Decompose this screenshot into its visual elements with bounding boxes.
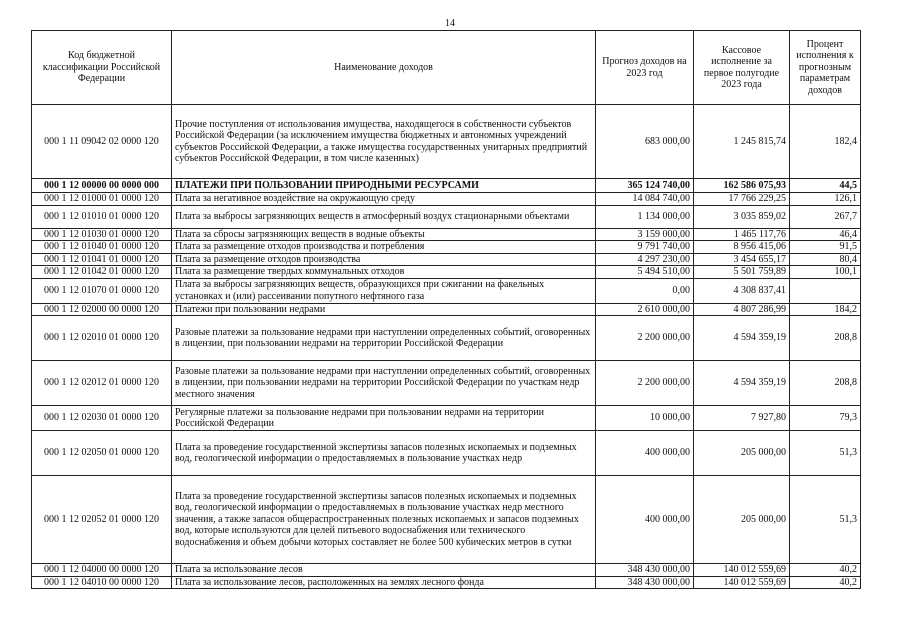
table-body [32, 105, 861, 589]
cell-percent: 40,2 [790, 576, 861, 589]
cell-forecast: 5 494 510,00 [596, 266, 694, 279]
table-row [32, 576, 861, 589]
cell-forecast: 348 430 000,00 [596, 564, 694, 577]
cell-percent: 80,4 [790, 253, 861, 266]
cell-code: 000 1 12 01030 01 0000 120 [32, 228, 172, 241]
cell-code: 000 1 12 01040 01 0000 120 [32, 241, 172, 254]
cell-name: Плата за использование лесов [172, 564, 596, 577]
table-row [32, 105, 861, 179]
table-row [32, 193, 861, 206]
cell-name: Разовые платежи за пользование недрами при наступлении определенных событий, оговоренных в лицензии, при пользовании недрами на территории Российской Федерации по участкам недр местного значения [172, 361, 596, 406]
table-row [32, 431, 861, 476]
cell-forecast: 400 000,00 [596, 431, 694, 476]
cell-code: 000 1 12 01041 01 0000 120 [32, 253, 172, 266]
header-forecast: Прогноз доходов на 2023 год [596, 31, 694, 105]
cell-forecast: 9 791 740,00 [596, 241, 694, 254]
cell-forecast: 4 297 230,00 [596, 253, 694, 266]
table-row [32, 476, 861, 564]
cell-percent: 126,1 [790, 193, 861, 206]
cell-forecast: 2 200 000,00 [596, 361, 694, 406]
cell-percent: 208,8 [790, 316, 861, 361]
cell-forecast: 3 159 000,00 [596, 228, 694, 241]
cell-code: 000 1 12 01000 01 0000 120 [32, 193, 172, 206]
table-header-row [32, 31, 861, 105]
cell-forecast: 365 124 740,00 [596, 179, 694, 193]
table-row [32, 278, 861, 303]
cell-execution: 4 308 837,41 [694, 278, 790, 303]
cell-code: 000 1 12 04010 00 0000 120 [32, 576, 172, 589]
cell-execution: 5 501 759,89 [694, 266, 790, 279]
cell-execution: 1 245 815,74 [694, 105, 790, 179]
cell-name: Плата за выбросы загрязняющих веществ в атмосферный воздух стационарными объектами [172, 205, 596, 228]
cell-forecast: 0,00 [596, 278, 694, 303]
cell-execution: 4 594 359,19 [694, 361, 790, 406]
cell-forecast: 10 000,00 [596, 406, 694, 431]
cell-execution: 17 766 229,25 [694, 193, 790, 206]
cell-percent: 91,5 [790, 241, 861, 254]
cell-execution: 1 465 117,76 [694, 228, 790, 241]
cell-forecast: 1 134 000,00 [596, 205, 694, 228]
cell-percent: 184,2 [790, 303, 861, 316]
cell-name: Плата за размещение твердых коммунальных отходов [172, 266, 596, 279]
cell-percent: 51,3 [790, 476, 861, 564]
cell-code: 000 1 12 02000 00 0000 120 [32, 303, 172, 316]
cell-name: Плата за выбросы загрязняющих веществ, образующихся при сжигании на факельных установках и (или) рассеивании попутного нефтяного газа [172, 278, 596, 303]
cell-name: Разовые платежи за пользование недрами при наступлении определенных событий, оговоренных в лицензии, при пользовании недрами на территории Российской Федерации [172, 316, 596, 361]
cell-code: 000 1 12 00000 00 0000 000 [32, 179, 172, 193]
cell-forecast: 14 084 740,00 [596, 193, 694, 206]
cell-name: Плата за проведение государственной экспертизы запасов полезных ископаемых и подземных вод, геологической информации о предоставляемых в пользование участках недр местного значения, а также запасов общераспространенных полезных ископаемых и запасов подземных вод, которые используются для целей питьевого водоснабжения или технического водоснабжения и объем добычи которых составляет не более 500 кубических метров в сутки [172, 476, 596, 564]
cell-name: Плата за негативное воздействие на окружающую среду [172, 193, 596, 206]
cell-code: 000 1 12 01070 01 0000 120 [32, 278, 172, 303]
cell-forecast: 683 000,00 [596, 105, 694, 179]
budget-revenue-table [31, 30, 861, 589]
cell-name: Плата за использование лесов, расположенных на землях лесного фонда [172, 576, 596, 589]
cell-percent [790, 278, 861, 303]
header-code: Код бюджетной классификации Российской Федерации [32, 31, 172, 105]
cell-percent: 267,7 [790, 205, 861, 228]
cell-name: Плата за размещение отходов производства [172, 253, 596, 266]
cell-code: 000 1 11 09042 02 0000 120 [32, 105, 172, 179]
cell-code: 000 1 12 02052 01 0000 120 [32, 476, 172, 564]
cell-execution: 205 000,00 [694, 431, 790, 476]
cell-execution: 140 012 559,69 [694, 576, 790, 589]
cell-percent: 79,3 [790, 406, 861, 431]
cell-name: Платежи при пользовании недрами [172, 303, 596, 316]
cell-execution: 162 586 075,93 [694, 179, 790, 193]
cell-execution: 4 807 286,99 [694, 303, 790, 316]
cell-percent: 46,4 [790, 228, 861, 241]
table-row [32, 406, 861, 431]
cell-forecast: 400 000,00 [596, 476, 694, 564]
cell-execution: 140 012 559,69 [694, 564, 790, 577]
cell-percent: 208,8 [790, 361, 861, 406]
table-row [32, 564, 861, 577]
cell-name: Регулярные платежи за пользование недрами при пользовании недрами на территории Российской Федерации [172, 406, 596, 431]
cell-execution: 3 454 655,17 [694, 253, 790, 266]
header-name: Наименование доходов [172, 31, 596, 105]
cell-percent: 100,1 [790, 266, 861, 279]
table-row [32, 316, 861, 361]
cell-code: 000 1 12 01042 01 0000 120 [32, 266, 172, 279]
cell-percent: 44,5 [790, 179, 861, 193]
cell-percent: 182,4 [790, 105, 861, 179]
cell-name: Плата за проведение государственной экспертизы запасов полезных ископаемых и подземных вод, геологической информации о предоставляемых в пользование участках недр [172, 431, 596, 476]
cell-name: Прочие поступления от использования имущества, находящегося в собственности субъектов Российской Федерации (за исключением имущества бюджетных и автономных учреждений субъектов Российской Федерации, а также имущества государственных унитарных предприятий субъектов Российской Федерации, в том числе казенных) [172, 105, 596, 179]
table-row [32, 266, 861, 279]
table-row [32, 228, 861, 241]
cell-code: 000 1 12 02010 01 0000 120 [32, 316, 172, 361]
table-row [32, 179, 861, 193]
table-row [32, 253, 861, 266]
header-execution: Кассовое исполнение за первое полугодие 2023 года [694, 31, 790, 105]
cell-forecast: 348 430 000,00 [596, 576, 694, 589]
cell-execution: 8 956 415,06 [694, 241, 790, 254]
table-row [32, 205, 861, 228]
cell-execution: 3 035 859,02 [694, 205, 790, 228]
header-percent: Процент исполнения к прогнозным параметрам доходов [790, 31, 861, 105]
cell-code: 000 1 12 02012 01 0000 120 [32, 361, 172, 406]
cell-forecast: 2 200 000,00 [596, 316, 694, 361]
cell-code: 000 1 12 01010 01 0000 120 [32, 205, 172, 228]
cell-percent: 40,2 [790, 564, 861, 577]
table-row [32, 241, 861, 254]
cell-name: Плата за сбросы загрязняющих веществ в водные объекты [172, 228, 596, 241]
cell-forecast: 2 610 000,00 [596, 303, 694, 316]
cell-execution: 4 594 359,19 [694, 316, 790, 361]
cell-code: 000 1 12 04000 00 0000 120 [32, 564, 172, 577]
table-row [32, 361, 861, 406]
cell-name: Плата за размещение отходов производства и потребления [172, 241, 596, 254]
cell-execution: 7 927,80 [694, 406, 790, 431]
cell-code: 000 1 12 02050 01 0000 120 [32, 431, 172, 476]
cell-code: 000 1 12 02030 01 0000 120 [32, 406, 172, 431]
cell-name: ПЛАТЕЖИ ПРИ ПОЛЬЗОВАНИИ ПРИРОДНЫМИ РЕСУРСАМИ [172, 179, 596, 193]
table-row [32, 303, 861, 316]
page-number: 14 [445, 18, 455, 29]
cell-execution: 205 000,00 [694, 476, 790, 564]
cell-percent: 51,3 [790, 431, 861, 476]
